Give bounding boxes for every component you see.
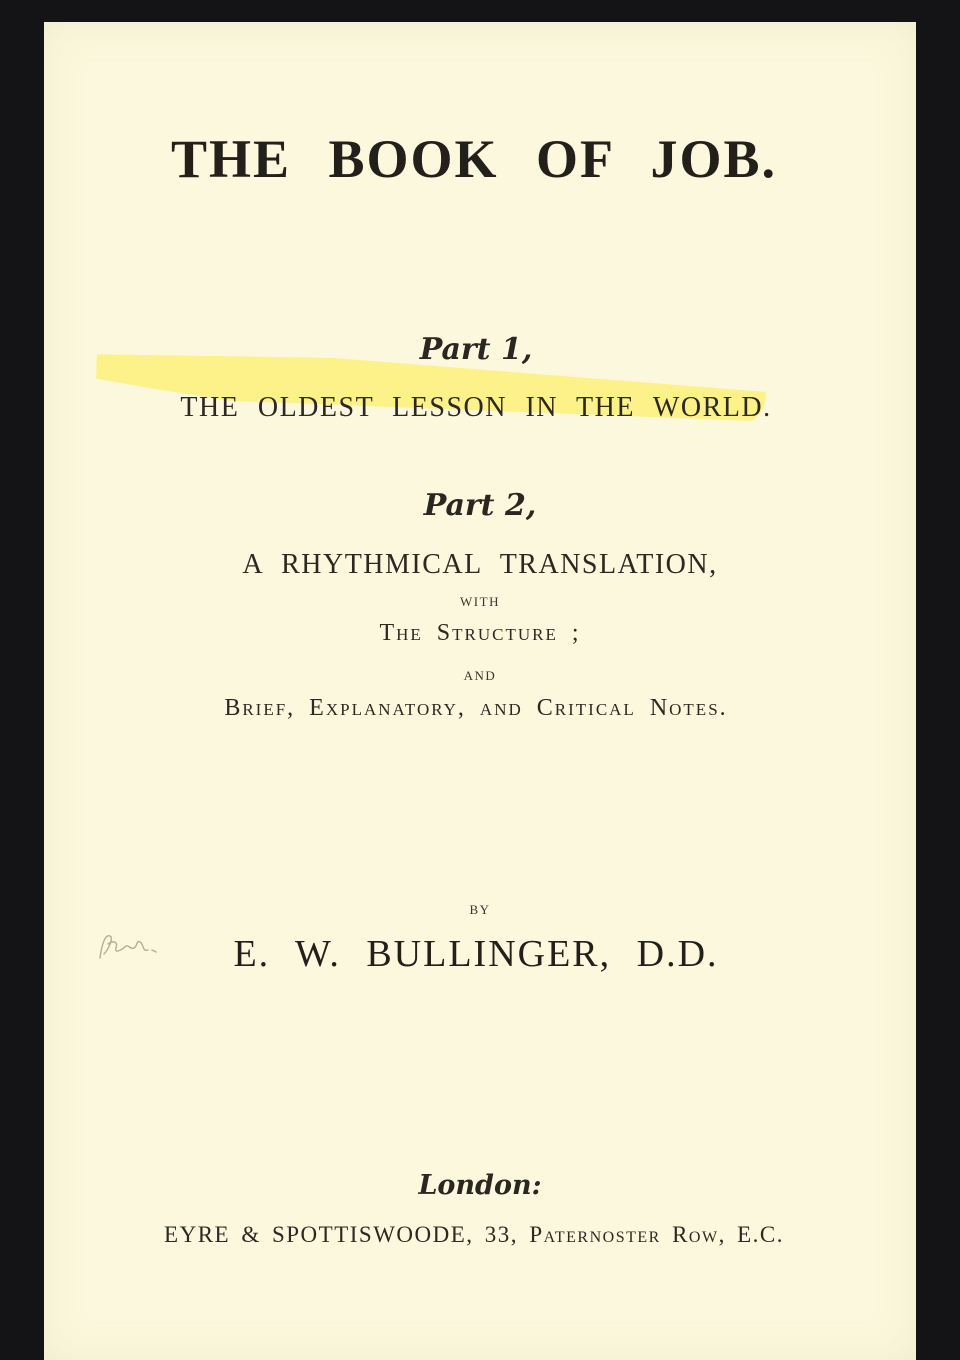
part-1-label: Part 1, — [419, 332, 533, 367]
and-text: AND — [463, 668, 497, 683]
imprint-publisher — [38, 1222, 910, 1248]
with-text: WITH — [460, 594, 500, 609]
author-name: E. W. BULLINGER, D.D. — [233, 933, 719, 975]
title-page — [44, 22, 916, 1360]
notes-text: Brief, Explanatory, and Critical Notes. — [224, 695, 728, 721]
part-2-label: Part 2, — [423, 488, 537, 523]
book-title: THE BOOK OF JOB. — [170, 129, 778, 189]
structure-text: The Structure ; — [379, 620, 581, 646]
publisher-name: EYRE & SPOTTISWOODE, 33, — [164, 1222, 519, 1247]
publisher-address: Paternoster Row, E.C. — [529, 1222, 784, 1247]
part-1-subtitle: THE OLDEST LESSON IN THE WORLD. — [180, 392, 772, 423]
imprint-city: London: — [418, 1170, 542, 1201]
part-2-subtitle: A RHYTHMICAL TRANSLATION, — [242, 549, 718, 580]
by-text: BY — [469, 902, 491, 917]
